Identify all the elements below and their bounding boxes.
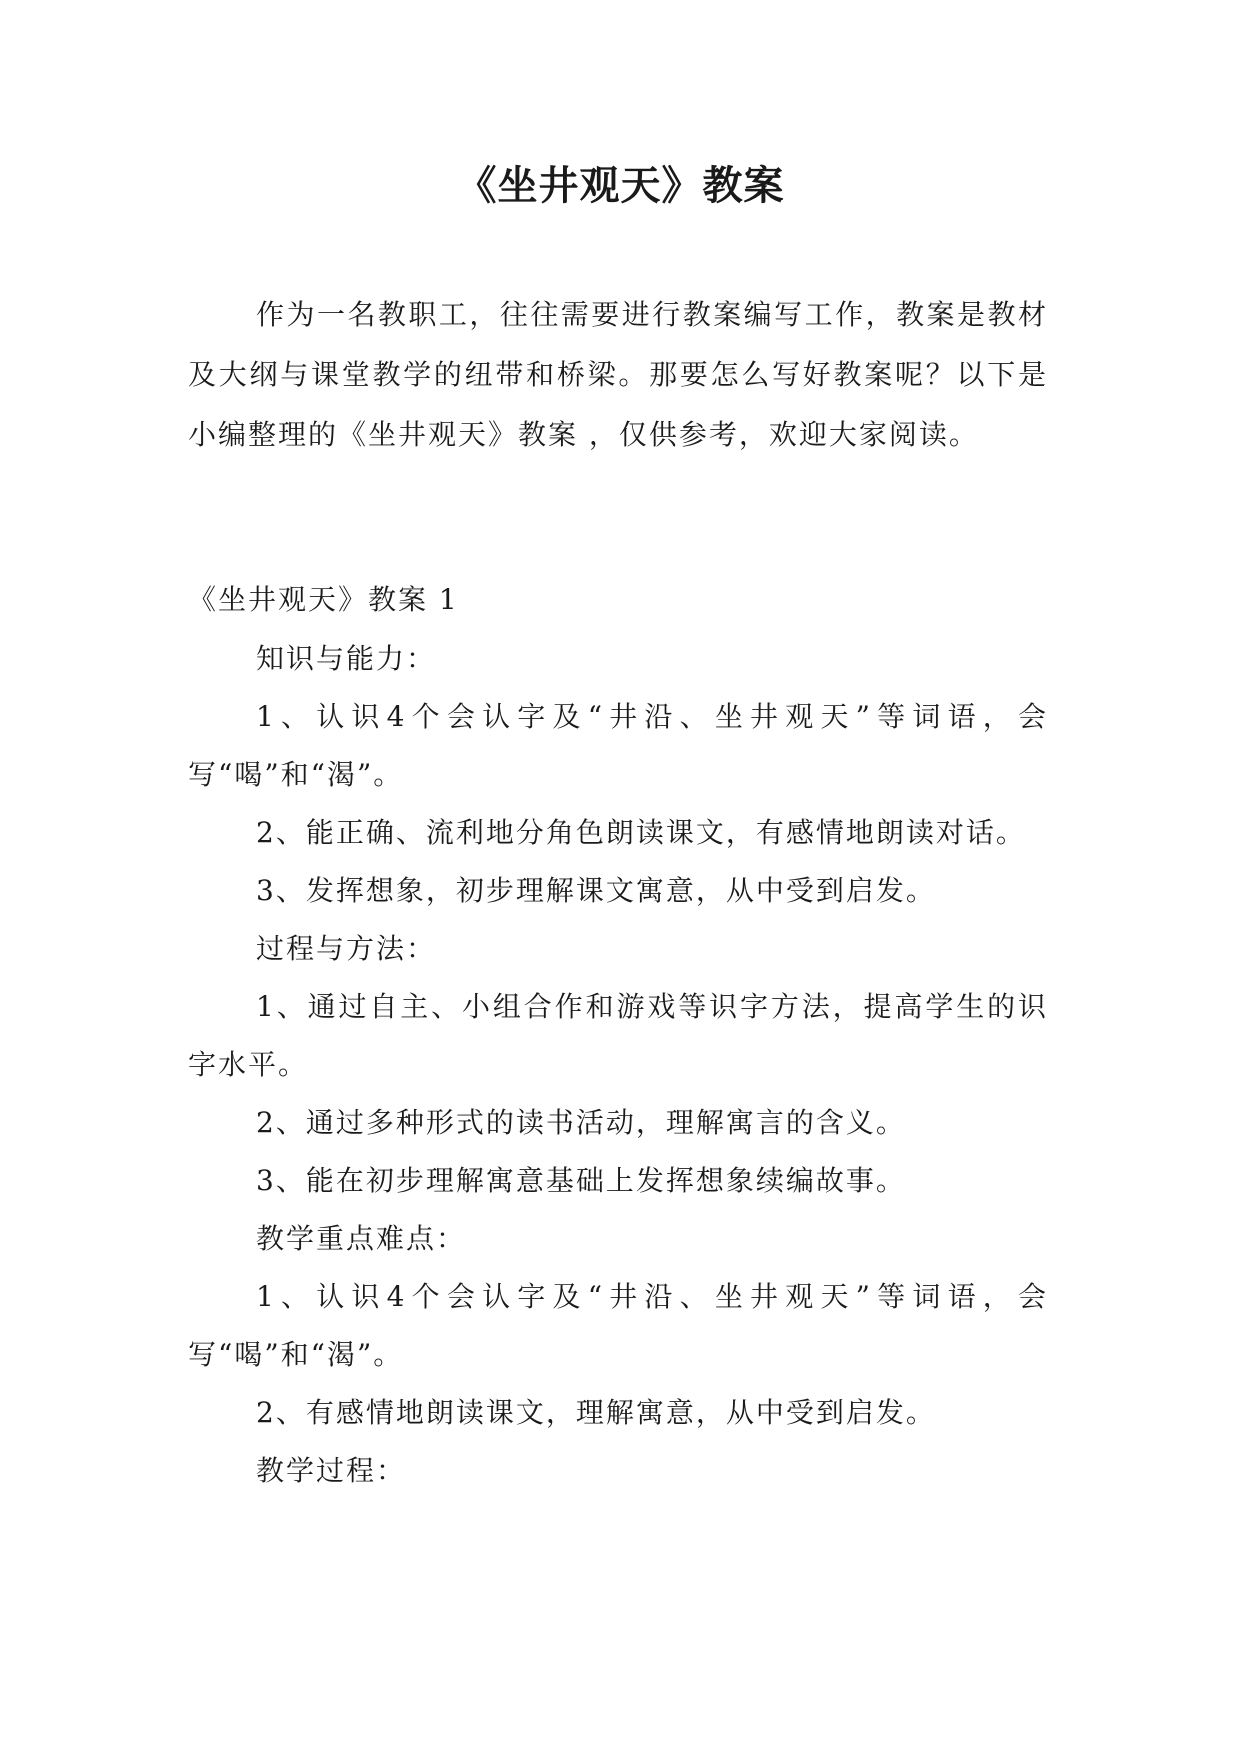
list-item: 2、有感情地朗读课文，理解寓意，从中受到启发。 [256,1396,936,1429]
heading-process-method: 过程与方法： [256,932,437,965]
document-title: 《坐井观天》教案 [456,163,785,209]
heading-teaching-process: 教学过程： [256,1454,407,1487]
list-item: 2、通过多种形式的读书活动，理解寓言的含义。 [256,1106,906,1139]
intro-paragraph: 作为一名教职工，往往需要进行教案编写工作，教案是教材及大纲与课堂教学的纽带和桥梁。那要怎么写好教案呢？以下是小编整理的《坐井观天》教案 ，仅供参考，欢迎大家阅读。 [188,298,1048,451]
heading-key-difficulties: 教学重点难点： [256,1222,467,1255]
heading-knowledge-ability: 知识与能力： [256,642,437,675]
list-item: 1、认识4个会认字及“井沿、坐井观天”等词语，会写“喝”和“渴”。 [188,700,1048,791]
list-item: 3、发挥想象，初步理解课文寓意，从中受到启发。 [256,874,936,907]
lesson-body [188,630,1048,1500]
list-item: 1、认识4个会认字及“井沿、坐井观天”等词语，会写“喝”和“渴”。 [188,1280,1048,1371]
section-heading: 《坐井观天》教案 1 [188,583,459,616]
list-item: 1、通过自主、小组合作和游戏等识字方法，提高学生的识字水平。 [188,990,1048,1081]
list-item: 3、能在初步理解寓意基础上发挥想象续编故事。 [256,1164,906,1197]
list-item: 2、能正确、流利地分角色朗读课文，有感情地朗读对话。 [256,816,1026,849]
